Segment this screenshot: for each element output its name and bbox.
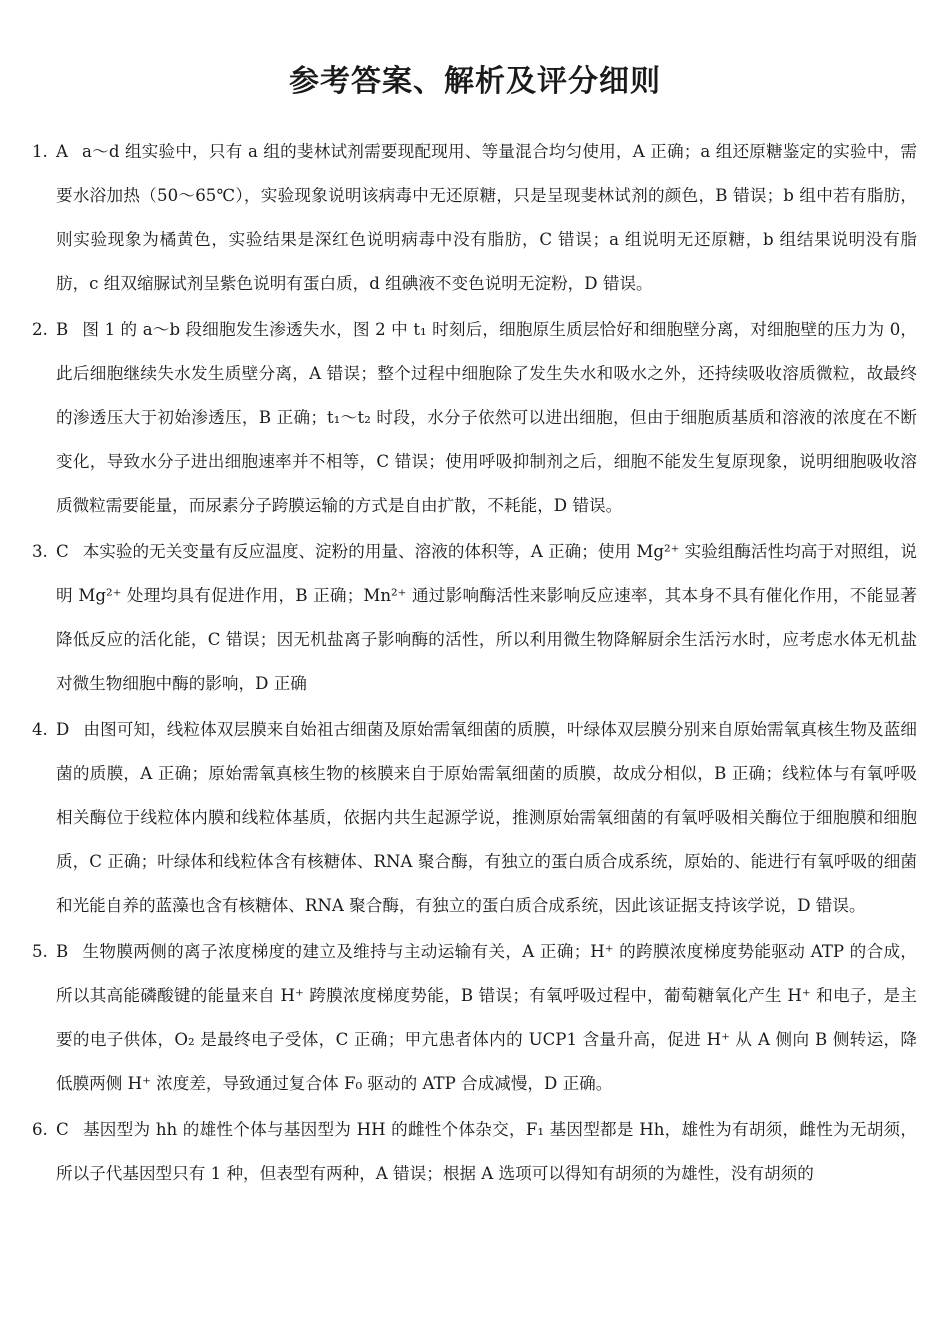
item-answer: B [56, 942, 69, 961]
item-explanation: 图 1 的 a～b 段细胞发生渗透失水，图 2 中 t₁ 时刻后，细胞原生质层恰好和细胞壁分离，对细胞壁的压力为 0，此后细胞继续失水发生质壁分离，A 错误；整个过程中细胞除了发生失水和吸水之外，还持续吸收溶质微粒，故最终的渗透压大于初始渗透压，B 正确；t₁～t₂ 时段，水分子依然可以进出细胞，但由于细胞质基质和溶液的浓度在不断变化，导致水分子进出细胞速率并不相等，C 错误；使用呼吸抑制剂之后，细胞不能发生复原现象，说明细胞吸收溶质微粒需要能量，而尿素分子跨膜运输的方式是自由扩散，不耗能，D 错误。 [56, 320, 917, 515]
item-answer: D [56, 720, 70, 739]
item-answer: A [56, 142, 68, 161]
item-answer: C [56, 1120, 69, 1139]
item-number: 1. [32, 142, 48, 161]
answer-item-5 [32, 930, 917, 1106]
answer-list [32, 130, 917, 1198]
item-number: 2. [32, 320, 48, 339]
item-explanation: 生物膜两侧的离子浓度梯度的建立及维持与主动运输有关，A 正确；H⁺ 的跨膜浓度梯度势能驱动 ATP 的合成，所以其高能磷酸键的能量来自 H⁺ 跨膜浓度梯度势能，B 错误；有氧呼吸过程中，葡萄糖氧化产生 H⁺ 和电子，是主要的电子供体，O₂ 是最终电子受体，C 正确；甲亢患者体内的 UCP1 含量升高，促进 H⁺ 从 A 侧向 B 侧转运，降低膜两侧 H⁺ 浓度差，导致通过复合体 F₀ 驱动的 ATP 合成减慢，D 正确。 [56, 942, 917, 1093]
item-answer: C [56, 542, 69, 561]
item-number: 6. [32, 1120, 48, 1139]
item-explanation: a～d 组实验中，只有 a 组的斐林试剂需要现配现用、等量混合均匀使用，A 正确；a 组还原糖鉴定的实验中，需要水浴加热（50～65℃），实验现象说明该病毒中无还原糖，只是呈现斐林试剂的颜色，B 错误；b 组中若有脂肪，则实验现象为橘黄色，实验结果是深红色说明病毒中没有脂肪，C 错误；a 组说明无还原糖，b 组结果说明没有脂肪，c 组双缩脲试剂呈紫色说明有蛋白质，d 组碘液不变色说明无淀粉，D 错误。 [56, 142, 917, 293]
answer-item-1 [32, 130, 917, 306]
answer-item-6 [32, 1108, 917, 1196]
item-explanation: 基因型为 hh 的雄性个体与基因型为 HH 的雌性个体杂交，F₁ 基因型都是 Hh，雄性为有胡须，雌性为无胡须，所以子代基因型只有 1 种，但表型有两种，A 错误；根据 A 选项可以得知有胡须的为雄性，没有胡须的 [56, 1120, 917, 1183]
page-title: 参考答案、解析及评分细则 [289, 64, 661, 99]
item-explanation: 本实验的无关变量有反应温度、淀粉的用量、溶液的体积等，A 正确；使用 Mg²⁺ 实验组酶活性均高于对照组，说明 Mg²⁺ 处理均具有促进作用，B 正确；Mn²⁺ 通过影响酶活性来影响反应速率，其本身不具有催化作用，不能显著降低反应的活化能，C 错误；因无机盐离子影响酶的活性，所以利用微生物降解厨余生活污水时，应考虑水体无机盐对微生物细胞中酶的影响，D 正确 [56, 542, 917, 693]
answer-item-4 [32, 708, 917, 928]
item-number: 4. [32, 720, 48, 739]
item-answer: B [56, 320, 69, 339]
item-explanation: 由图可知，线粒体双层膜来自始祖古细菌及原始需氧细菌的质膜，叶绿体双层膜分别来自原始需氧真核生物及蓝细菌的质膜，A 正确；原始需氧真核生物的核膜来自于原始需氧细菌的质膜，故成分相似，B 正确；线粒体与有氧呼吸相关酶位于线粒体内膜和线粒体基质，依据内共生起源学说，推测原始需氧细菌的有氧呼吸相关酶位于细胞膜和细胞质，C 正确；叶绿体和线粒体含有核糖体、RNA 聚合酶，有独立的蛋白质合成系统，原始的、能进行有氧呼吸的细菌和光能自养的蓝藻也含有核糖体、RNA 聚合酶，有独立的蛋白质合成系统，因此该证据支持该学说，D 错误。 [56, 720, 917, 915]
item-number: 5. [32, 942, 48, 961]
item-number: 3. [32, 542, 48, 561]
answer-item-2 [32, 308, 917, 528]
answer-item-3 [32, 530, 917, 706]
